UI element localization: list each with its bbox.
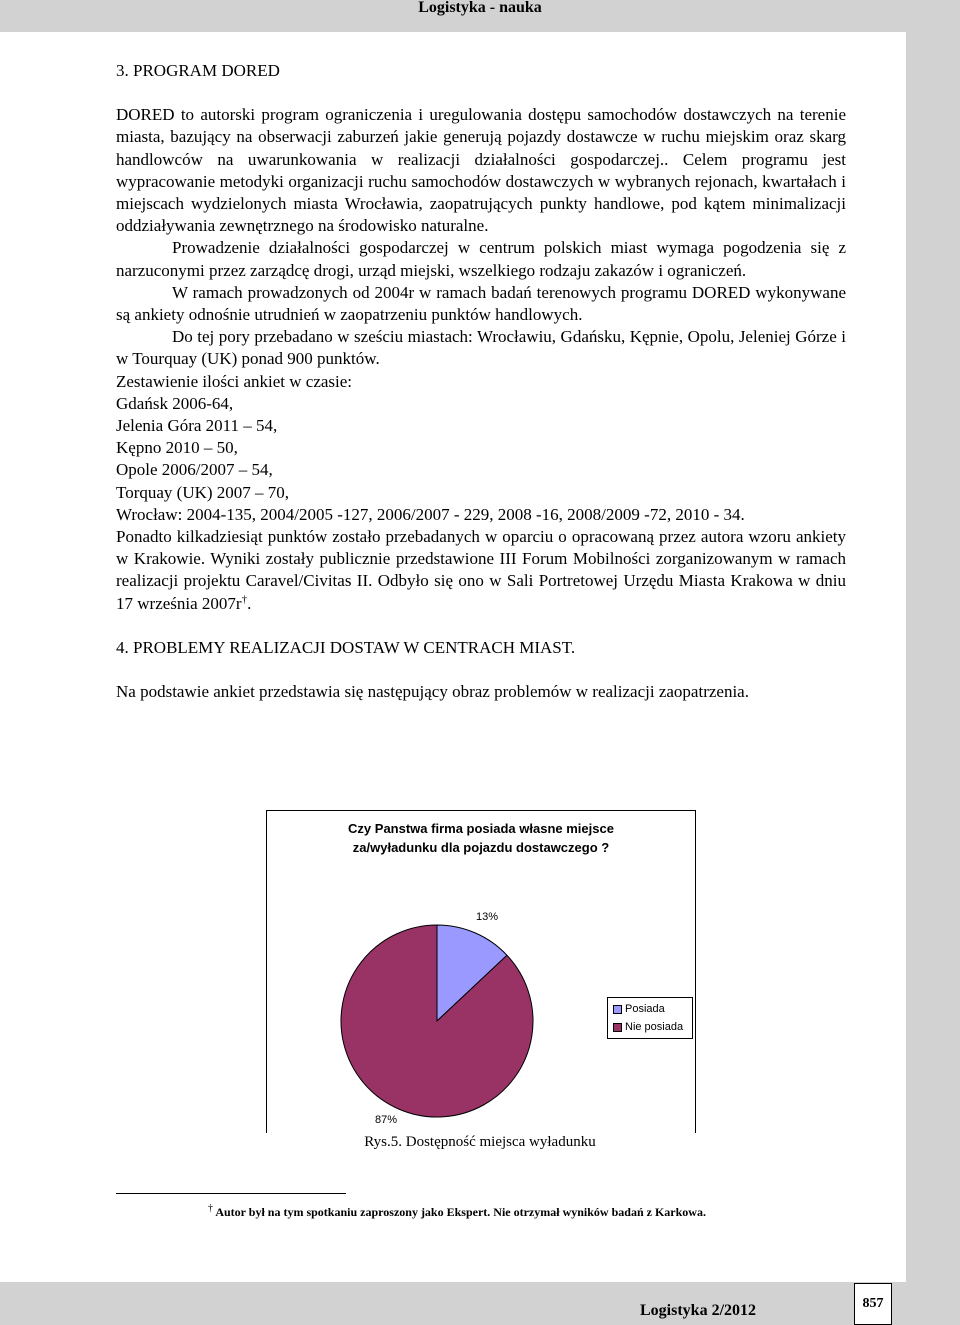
bottom-margin-band xyxy=(0,1282,906,1325)
page-number: 857 xyxy=(854,1283,892,1325)
section-3-title: 3. PROGRAM DORED xyxy=(116,61,280,80)
legend-label-nie-posiada: Nie posiada xyxy=(625,1021,684,1033)
data-label-posiada: 13% xyxy=(476,911,499,923)
footnote-reference-mark[interactable]: † xyxy=(241,593,248,606)
right-margin-strip xyxy=(906,32,960,1325)
legend-swatch-nie-posiada xyxy=(613,1023,622,1032)
footnote-text: Autor był na tym spotkaniu zaproszony jako Ekspert. Nie otrzymał wyników badań z Karkowa. xyxy=(215,1205,706,1219)
section-3-paragraph-4: Do tej pory przebadano w sześciu miastach: Wrocławiu, Gdańsku, Kępnie, Opolu, Jeleniej Górze i w Tourquay (UK) ponad 900 punktów. xyxy=(116,327,846,369)
list-item: Wrocław: 2004-135, 2004/2005 -127, 2006/2007 - 229, 2008 -16, 2008/2009 -72, 2010 - 34. xyxy=(116,504,745,524)
section-4-title: 4. PROBLEMY REALIZACJI DOSTAW W CENTRACH MIAST. xyxy=(116,637,576,657)
section-3-paragraph-2: Prowadzenie działalności gospodarczej w centrum polskich miast wymaga pogodzenia się z narzuconymi przez zarządcę drogi, urząd miejski, wszelkiego rodzaju zakazów i ograniczeń. xyxy=(116,238,846,280)
legend-item-posiada xyxy=(613,1002,665,1016)
journal-name: Logistyka 2/2012 xyxy=(640,1302,757,1319)
running-title: Logistyka - nauka xyxy=(418,0,542,16)
list-item: Gdańsk 2006-64, xyxy=(116,393,234,413)
list-item: Opole 2006/2007 – 54, xyxy=(116,460,273,480)
survey-list xyxy=(116,393,846,526)
footnote-mark: † xyxy=(208,1203,213,1214)
section-3-paragraph-5 xyxy=(116,526,846,615)
pie-chart xyxy=(267,811,695,1133)
chart-legend xyxy=(607,997,693,1039)
figure-caption: Rys.5. Dostępność miejsca wyładunku xyxy=(364,1134,596,1150)
section-3-paragraph-3: W ramach prowadzonych od 2004r w ramach badań terenowych programu DORED wykonywane są ankiety odnośnie utrudnień w zaopatrzeniu punktów handlowych. xyxy=(116,282,846,325)
list-item: Kępno 2010 – 50, xyxy=(116,438,238,458)
paragraph-5-text: Ponadto kilkadziesiąt punktów zostało przebadanych w oparciu o opracowaną przez autora wzoru ankiety w Krakowie. Wyniki zostały publicznie przedstawione III Forum Mobilności zorganizowanym w ramach realizacji projektu Caravel/Civitas II. Odbyło się ono w Sali Portretowej Urzędu Miasta Krakowa w dniu 17 września 2007r xyxy=(116,527,846,613)
legend-swatch-posiada xyxy=(613,1005,622,1014)
chart-title-line-1: Czy Panstwa firma posiada własne miejsce xyxy=(348,821,614,836)
main-text xyxy=(116,60,846,703)
legend-label-posiada: Posiada xyxy=(625,1003,665,1015)
pie-chart-frame xyxy=(266,810,696,1133)
footnote xyxy=(208,1204,828,1220)
paragraph-5-end: . xyxy=(247,593,252,613)
chart-title-line-2: za/wyładunku dla pojazdu dostawczego ? xyxy=(352,840,610,855)
survey-list-intro: Zestawienie ilości ankiet w czasie: xyxy=(116,371,353,391)
data-label-nie-posiada: 87% xyxy=(375,1114,398,1126)
legend-item-nie-posiada xyxy=(613,1020,683,1034)
section-3-paragraph-1: DORED to autorski program ograniczenia i uregulowania dostępu samochodów dostawczych na terenie miasta, bazujący na obserwacji zaburzeń jakie generują pojazdy dostawcze w ruchu miejskim oraz skarg handlowców na uwarunkowania w realizacji działalności gospodarczej.. Celem programu jest wypracowanie metodyki organizacji ruchu samochodów dostawczych w wybranych rejonach, kwartałach i miejscach wydzielonych miasta Wrocławia, zaopatrujących punkty handlowe, pod kątem minimalizacji oddziaływania zewnętrznego na środowisko naturalne. xyxy=(116,105,846,236)
footnote-divider xyxy=(116,1193,346,1194)
list-item: Torquay (UK) 2007 – 70, xyxy=(116,482,290,502)
running-header xyxy=(0,0,960,32)
list-item: Jelenia Góra 2011 – 54, xyxy=(116,416,278,436)
section-4-intro: Na podstawie ankiet przedstawia się następujący obraz problemów w realizacji zaopatrzenia. xyxy=(116,682,749,702)
